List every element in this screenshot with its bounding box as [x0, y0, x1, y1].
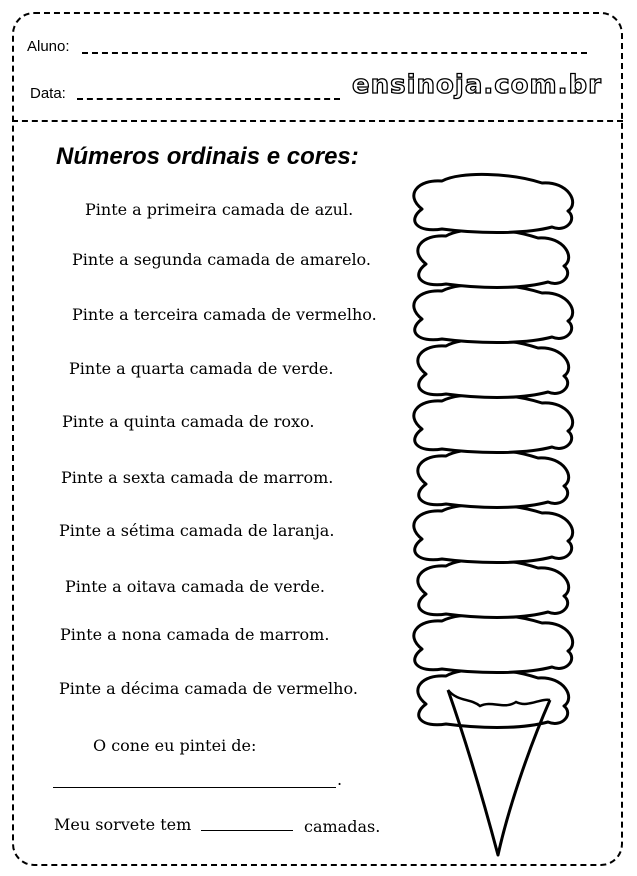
- scoop-2: [418, 229, 569, 287]
- instruction-10: Pinte a décima camada de vermelho.: [59, 679, 358, 698]
- student-label: Aluno:: [27, 38, 70, 55]
- scoop-10: [418, 669, 569, 727]
- layers-question-suffix: camadas.: [304, 817, 381, 836]
- instruction-8: Pinte a oitava camada de verde.: [65, 577, 326, 596]
- layers-count-answer-line[interactable]: [201, 830, 293, 831]
- cone-color-answer-line[interactable]: [53, 787, 336, 788]
- instruction-6: Pinte a sexta camada de marrom.: [61, 468, 334, 487]
- scoop-7: [414, 504, 573, 562]
- instruction-7: Pinte a sétima camada de laranja.: [59, 521, 335, 540]
- scoop-8: [418, 559, 569, 617]
- scoop-3: [414, 284, 573, 342]
- date-label: Data:: [30, 85, 66, 102]
- scoop-1: [414, 174, 573, 232]
- scoop-5: [414, 394, 573, 452]
- brand-logo: ensinoja.com.br: [352, 70, 602, 100]
- scoop-9: [414, 614, 573, 672]
- header-divider: [12, 120, 623, 122]
- instruction-9: Pinte a nona camada de marrom.: [60, 625, 330, 644]
- cone-answer-period: .: [337, 770, 343, 789]
- instruction-5: Pinte a quinta camada de roxo.: [62, 412, 315, 431]
- student-name-field[interactable]: [82, 52, 587, 54]
- ice-cream-cone-illustration: [400, 170, 585, 860]
- scoop-6: [418, 449, 569, 507]
- ice-cream-scoops: [414, 174, 573, 727]
- layers-question-prefix: Meu sorvete tem: [54, 815, 192, 834]
- instruction-4: Pinte a quarta camada de verde.: [69, 359, 334, 378]
- instruction-1: Pinte a primeira camada de azul.: [85, 200, 354, 219]
- cone-question: O cone eu pintei de:: [93, 736, 257, 755]
- worksheet-title: Números ordinais e cores:: [56, 143, 359, 170]
- instruction-2: Pinte a segunda camada de amarelo.: [72, 250, 371, 269]
- instruction-3: Pinte a terceira camada de vermelho.: [72, 305, 377, 324]
- date-field[interactable]: [77, 98, 340, 100]
- scoop-4: [418, 339, 569, 397]
